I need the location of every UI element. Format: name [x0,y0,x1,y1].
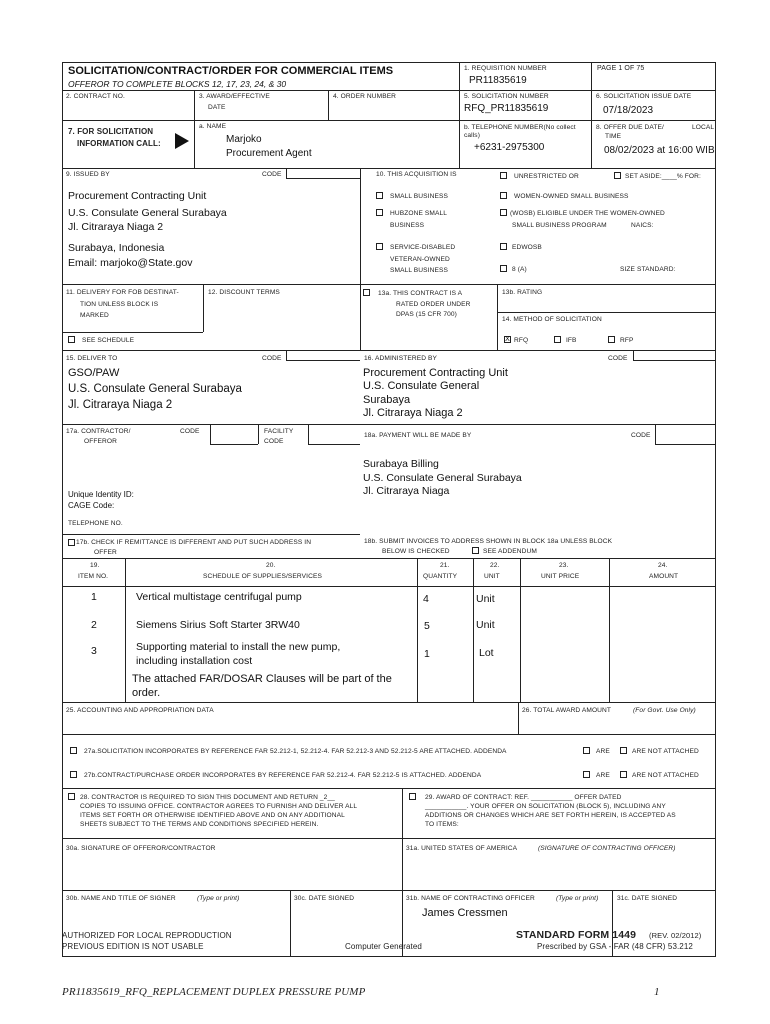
8a-checkbox[interactable] [500,265,507,272]
administered-by-line: U.S. Consulate General [363,380,480,392]
issued-by-line: Procurement Contracting Unit [68,190,207,202]
rfp-label: RFP [620,337,634,344]
award-date-label-2: DATE [208,104,226,111]
rated-order-label-2: RATED ORDER UNDER [396,301,471,308]
total-award-note: (For Govt. Use Only) [633,707,696,714]
ifb-label: IFB [566,337,577,344]
footer-authorized: AUTHORIZED FOR LOCAL REPRODUCTION [62,931,232,940]
info-call-label-2: INFORMATION CALL: [77,139,161,148]
offer-due-date: 08/02/2023 at 16:00 WIB [604,145,715,156]
wosb-eligible-checkbox[interactable] [500,209,507,216]
ifb-checkbox[interactable] [554,336,561,343]
remittance-checkbox[interactable] [68,539,75,546]
small-business-label: SMALL BUSINESS [390,193,448,200]
item-number: 3 [91,645,97,657]
document-name: PR11835619_RFQ_REPLACEMENT DUPLEX PRESSURE PUMP [62,986,366,998]
accounting-label: 25. ACCOUNTING AND APPROPRIATION DATA [66,707,214,714]
method-label: 14. METHOD OF SOLICITATION [502,316,602,323]
hubzone-checkbox[interactable] [376,209,383,216]
administered-by-line: Jl. Citraraya Niaga 2 [363,407,463,419]
issued-by-email: Email: marjoko@State.gov [68,257,193,269]
requisition-label: 1. REQUISITION NUMBER [464,65,547,72]
form-subtitle: OFFEROR TO COMPLETE BLOCKS 12, 17, 23, 24, & 30 [68,79,287,89]
delivery-fob-label: 11. DELIVERY FOR FOB DESTINAT- [66,289,179,296]
27a-are-label: ARE [596,748,610,755]
item-description: Supporting material to install the new pump, [136,641,341,653]
cage-code-label: CAGE Code: [68,501,115,510]
signature-officer-note: (SIGNATURE OF CONTRACTING OFFICER) [538,845,676,852]
clauses-note: The attached FAR/DOSAR Clauses will be part of the [132,673,392,685]
29-line: ADDITIONS OR CHANGES WHICH ARE SET FORTH HEREIN, IS ACCEPTED AS [425,812,676,819]
page-count: PAGE 1 OF 75 [597,65,645,72]
27a-label: 27a.SOLICITATION INCORPORATES BY REFERENCE FAR 52.212-1, 52.212-4. FAR 52.212-3 AND 52.212-5 ARE ATTACHED. ADDENDA [84,748,507,755]
unique-id-label: Unique Identity ID: [68,490,134,499]
page-number: 1 [654,986,660,998]
contact-title: Procurement Agent [226,148,312,159]
rated-order-label: 13a. THIS CONTRACT IS A [378,290,463,297]
payment-label: 18a. PAYMENT WILL BE MADE BY [364,432,472,439]
issued-by-line: Jl. Citraraya Niaga 2 [68,221,164,233]
remittance-label-2: OFFER [94,549,117,556]
contact-name: Marjoko [226,134,262,145]
signature-officer-field[interactable] [403,856,714,889]
item-quantity: 4 [423,593,429,605]
edwosb-checkbox[interactable] [500,243,507,250]
size-standard-label: SIZE STANDARD: [620,266,676,273]
29-line: TO ITEMS: [425,821,459,828]
submit-invoices-label: 18b. SUBMIT INVOICES TO ADDRESS SHOWN IN BLOCK 18a UNLESS BLOCK [364,538,613,545]
signer-type-note: (Type or print) [197,895,240,902]
wosb-eligible-label-2: SMALL BUSINESS PROGRAM [512,222,607,229]
issue-date-label: 6. SOLICITATION ISSUE DATE [596,93,692,100]
item-description: Vertical multistage centrifugal pump [136,591,302,603]
submit-invoices-label-2: BELOW IS CHECKED [382,548,450,555]
footer-previous-edition: PREVIOUS EDITION IS NOT USABLE [62,942,204,951]
rfq-checkbox[interactable]: X [505,336,510,343]
item-description: Siemens Sirius Soft Starter 3RW40 [136,619,300,631]
issued-by-line: Surabaya, Indonesia [68,242,165,254]
deliver-to-line: GSO/PAW [68,367,120,379]
facility-code-label-2: CODE [264,438,284,445]
solicitation-number: RFQ_PR11835619 [464,103,549,114]
see-schedule-checkbox[interactable] [68,336,75,343]
award-date-label: 3. AWARD/EFFECTIVE [199,93,270,100]
sdvosb-label-2: VETERAN-OWNED [390,256,450,263]
edwosb-label: EDWOSB [512,244,542,251]
unrestricted-label: UNRESTRICTED OR [514,173,579,180]
28-line: 28. CONTRACTOR IS REQUIRED TO SIGN THIS DOCUMENT AND RETURN _2__ [80,794,335,801]
item-description-2: including installation cost [136,655,253,667]
29-line: ___________. YOUR OFFER ON SOLICITATION (BLOCK 5), INCLUDING ANY [425,803,666,810]
rated-order-label-3: DPAS (15 CFR 700) [396,311,457,318]
item-quantity: 5 [424,620,430,632]
info-call-label: 7. FOR SOLICITATION [68,127,154,136]
27b-are-checkbox[interactable] [583,771,590,778]
signature-offeror-label: 30a. SIGNATURE OF OFFEROR/CONTRACTOR [66,845,216,852]
item-number: 2 [91,619,97,631]
footer-prescribed: Prescribed by GSA - FAR (48 CFR) 53.212 [537,942,693,951]
item-quantity: 1 [424,648,430,660]
administered-by-line: Procurement Contracting Unit [363,367,508,379]
contract-no-label: 2. CONTRACT NO. [66,93,125,100]
telephone-number: +6231-2975300 [474,142,545,153]
administered-by-label: 16. ADMINISTERED BY [364,355,437,362]
deliver-to-label: 15. DELIVER TO [66,355,118,362]
signature-offeror-field[interactable] [63,856,401,889]
issue-date: 07/18/2023 [603,105,654,116]
signer-date-label: 30c. DATE SIGNED [294,895,355,902]
payment-line: Jl. Citraraya Niaga [363,485,450,497]
27b-checkbox[interactable] [70,771,77,778]
telephone-label-2: calls) [464,132,480,139]
28-line: COPIES TO ISSUING OFFICE. CONTRACTOR AGREES TO FURNISH AND DELIVER ALL [80,803,358,810]
see-schedule-label: SEE SCHEDULE [82,337,135,344]
28-checkbox[interactable] [68,793,75,800]
rfp-checkbox[interactable] [608,336,615,343]
offer-due-time-label: TIME [605,133,622,140]
telephone-label: b. TELEPHONE NUMBER(No collect [464,124,576,131]
facility-code-label: FACILITY [264,428,294,435]
contracting-officer-name: James Cressmen [422,907,508,919]
29-checkbox[interactable] [409,793,416,800]
deliver-to-code-label: CODE [262,355,282,362]
officer-date-label: 31c. DATE SIGNED [617,895,678,902]
requisition-number: PR11835619 [469,75,527,86]
deliver-to-line: Jl. Citraraya Niaga 2 [68,399,173,411]
issued-by-line: U.S. Consulate General Surabaya [68,207,227,219]
set-aside-label: SET ASIDE:____% FOR: [625,173,701,180]
offer-due-label: 8. OFFER DUE DATE/ [596,124,664,131]
hubzone-label-2: BUSINESS [390,222,425,229]
8a-label: 8 (A) [512,266,527,273]
footer-revision: (REV. 02/2012) [649,931,702,940]
remittance-label: 17b. CHECK IF REMITTANCE IS DIFFERENT AND PUT SUCH ADDRESS IN [76,539,312,546]
28-line: SHEETS SUBJECT TO THE TERMS AND CONDITIONS SPECIFIED HEREIN. [80,821,319,828]
wosb-label: WOMEN-OWNED SMALL BUSINESS [514,193,629,200]
small-business-checkbox[interactable] [376,192,383,199]
deliver-to-line: U.S. Consulate General Surabaya [68,383,242,395]
payment-code-label: CODE [631,432,651,439]
27a-are-not-checkbox[interactable] [620,747,627,754]
form-title: SOLICITATION/CONTRACT/ORDER FOR COMMERCIAL ITEMS [68,65,394,77]
item-unit: Unit [476,593,495,605]
delivery-fob-label-3: MARKED [80,312,109,319]
27b-are-not-label: ARE NOT ATTACHED [632,772,699,779]
payment-line: U.S. Consulate General Surabaya [363,472,522,484]
arrow-right-icon [175,133,189,149]
item-unit: Unit [476,619,495,631]
27b-label: 27b.CONTRACT/PURCHASE ORDER INCORPORATES BY REFERENCE FAR 52.212-4. FAR 52.212-5 IS ATTACHED. ADDENDA [84,772,482,779]
wosb-eligible-label: (WOSB) ELIGIBLE UNDER THE WOMEN-OWNED [510,210,665,217]
hubzone-label: HUBZONE SMALL [390,210,447,217]
wosb-checkbox[interactable] [500,192,507,199]
see-addendum-label: SEE ADDENDUM [483,548,537,555]
sdvosb-checkbox[interactable] [376,243,383,250]
rated-order-checkbox[interactable] [363,289,370,296]
issued-by-code-label: CODE [262,171,282,178]
footer-computer-generated: Computer Generated [345,942,422,951]
administered-by-line: Surabaya [363,394,411,406]
27b-are-not-checkbox[interactable] [620,771,627,778]
28-line: ITEMS SET FORTH OR OTHERWISE IDENTIFIED ABOVE AND ON ANY ADDITIONAL [80,812,345,819]
administered-by-code-label: CODE [608,355,628,362]
delivery-fob-label-2: TION UNLESS BLOCK IS [80,301,159,308]
contractor-label-2: OFFEROR [84,438,117,445]
27a-checkbox[interactable] [70,747,77,754]
item-unit: Lot [479,647,494,659]
rating-label: 13b. RATING [502,289,543,296]
acquisition-label: 10. THIS ACQUISITION IS [376,171,457,178]
27a-are-checkbox[interactable] [583,747,590,754]
solicitation-number-label: 5. SOLICITATION NUMBER [464,93,549,100]
footer-form-number: STANDARD FORM 1449 [516,929,637,941]
contractor-code-label: CODE [180,428,200,435]
total-award-label: 26. TOTAL AWARD AMOUNT [522,707,612,714]
clauses-note-2: order. [132,687,161,699]
unrestricted-checkbox[interactable] [500,172,507,179]
see-addendum-checkbox[interactable] [472,547,479,554]
27b-are-label: ARE [596,772,610,779]
contracting-officer-label: 31b. NAME OF CONTRACTING OFFICER [406,895,535,902]
27a-are-not-label: ARE NOT ATTACHED [632,748,699,755]
rfq-label: RFQ [514,337,529,344]
officer-type-note: (Type or print) [556,895,599,902]
item-number: 1 [91,591,97,603]
set-aside-checkbox[interactable] [614,172,621,179]
naics-label: NAICS: [631,222,654,229]
issued-by-label: 9. ISSUED BY [66,171,110,178]
29-line: 29. AWARD OF CONTRACT: REF. ___________ OFFER DATED [425,794,622,801]
sdvosb-label-3: SMALL BUSINESS [390,267,448,274]
signer-name-label: 30b. NAME AND TITLE OF SIGNER [66,895,176,902]
telephone-no-label: TELEPHONE NO. [68,520,123,527]
payment-line: Surabaya Billing [363,458,439,470]
signature-officer-label: 31a. UNITED STATES OF AMERICA [406,845,518,852]
offer-due-local-label: LOCAL [692,124,715,131]
contractor-label: 17a. CONTRACTOR/ [66,428,131,435]
sdvosb-label: SERVICE-DISABLED [390,244,456,251]
order-number-label: 4. ORDER NUMBER [333,93,397,100]
contact-name-label: a. NAME [199,123,227,130]
discount-terms-label: 12. DISCOUNT TERMS [208,289,280,296]
